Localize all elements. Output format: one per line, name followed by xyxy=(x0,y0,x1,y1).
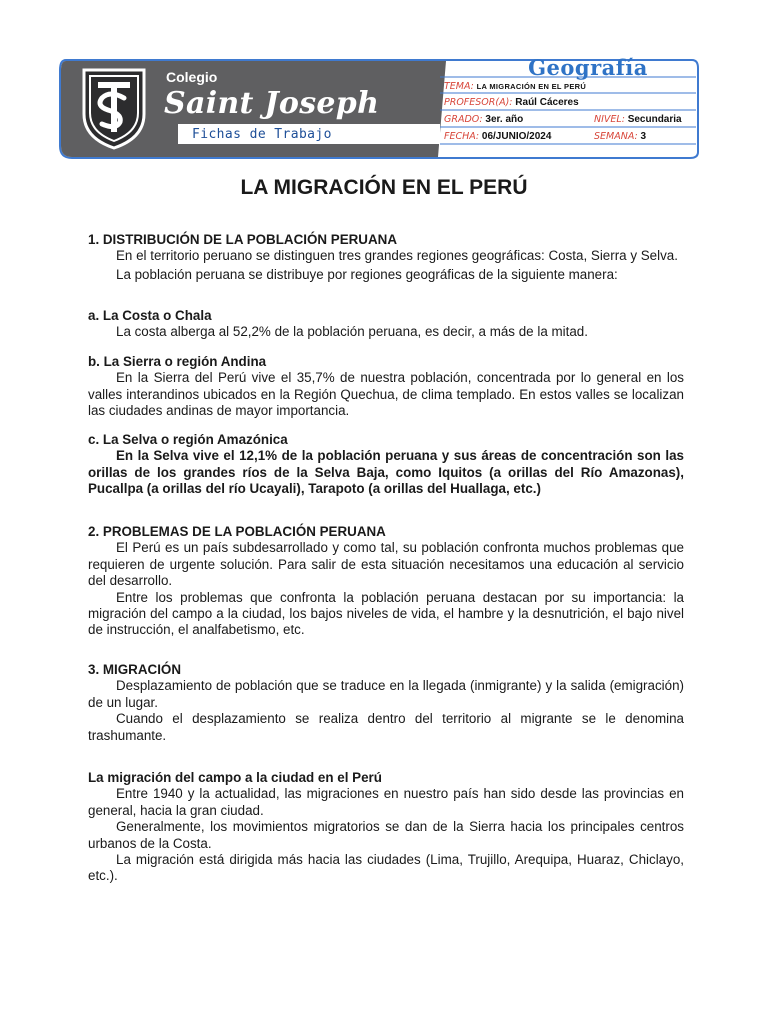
paragraph: El Perú es un país subdesarrollado y como tal, su población confronta muchos problemas que requieren de urgente solución. Para salir de esta situación necesitamos una educación al servicio del desarrollo. xyxy=(88,540,684,589)
section-heading: 2. PROBLEMAS DE LA POBLACIÓN PERUANA xyxy=(88,524,386,539)
tema-label: TEMA: xyxy=(444,81,474,92)
paragraph: La costa alberga al 52,2% de la población peruana, es decir, a más de la mitad. xyxy=(116,324,588,340)
grado-row xyxy=(444,114,523,125)
subsection-selva xyxy=(88,432,684,498)
tema-value: LA MIGRACIÓN EN EL PERÚ xyxy=(476,82,587,91)
fecha-label: FECHA: xyxy=(444,131,480,142)
section-heading: La migración del campo a la ciudad en el Perú xyxy=(88,770,382,785)
subsection-heading: c. La Selva o región Amazónica xyxy=(88,432,288,447)
subsection-costa xyxy=(88,308,684,341)
nivel-row xyxy=(594,114,682,125)
fecha-value: 06/JUNIO/2024 xyxy=(481,131,552,142)
school-label: Colegio xyxy=(166,69,218,85)
tema-row xyxy=(444,81,586,92)
section-distribucion xyxy=(88,232,684,283)
profesor-label: PROFESOR(A): xyxy=(444,97,513,108)
paragraph: En la Selva vive el 12,1% de la población peruana y sus áreas de concentración son las orillas de los grandes ríos de la Selva Baja, como Iquitos (a orillas del Río Amazonas), Pucallpa (a orillas del río Ucayali), Tarapoto (a orillas del Huallaga, etc.) xyxy=(88,448,684,497)
grado-value: 3er. año xyxy=(485,114,524,125)
semana-row xyxy=(594,131,646,142)
paragraph: La población peruana se distribuye por regiones geográficas de la siguiente manera: xyxy=(116,266,618,282)
section-heading: 1. DISTRIBUCIÓN DE LA POBLACIÓN PERUANA xyxy=(88,232,397,247)
section-heading: 3. MIGRACIÓN xyxy=(88,662,181,677)
school-name: Saint Joseph xyxy=(164,86,380,121)
fecha-row xyxy=(444,131,551,142)
subsection-heading: a. La Costa o Chala xyxy=(88,308,212,323)
paragraph: La migración está dirigida más hacia las ciudades (Lima, Trujillo, Arequipa, Huaraz, Chiclayo, etc.). xyxy=(88,852,684,884)
grado-label: GRADO: xyxy=(444,114,483,125)
section-migracion xyxy=(88,662,684,744)
paragraph: Cuando el desplazamiento se realiza dentro del territorio al migrante se le denomina trashumante. xyxy=(88,711,684,743)
school-crest-icon xyxy=(80,64,148,150)
page-title: LA MIGRACIÓN EN EL PERÚ xyxy=(240,176,528,199)
semana-value: 3 xyxy=(640,131,647,142)
paragraph: Generalmente, los movimientos migratorios se dan de la Sierra hacia los principales centros urbanos de la Costa. xyxy=(88,819,684,851)
section-migracion-campo-ciudad xyxy=(88,770,684,885)
profesor-value: Raúl Cáceres xyxy=(515,97,579,108)
nivel-label: NIVEL: xyxy=(594,114,625,125)
header-banner xyxy=(58,56,700,160)
subtitle: Fichas de Trabajo xyxy=(192,127,332,142)
section-problemas xyxy=(88,524,684,639)
profesor-row xyxy=(444,97,579,108)
subsection-sierra xyxy=(88,354,684,420)
paragraph: En el territorio peruano se distinguen tres grandes regiones geográficas: Costa, Sierra y Selva. xyxy=(116,248,678,264)
paragraph: Entre los problemas que confronta la población peruana destacan por su importancia: la migración del campo a la ciudad, los bajos niveles de vida, el hambre y la desnutrición, el bajo nivel de instrucción, el analfabetismo, etc. xyxy=(88,589,684,638)
paragraph: En la Sierra del Perú vive el 35,7% de nuestra población, concentrada por lo general en los valles interandinos ubicados en la Región Quechua, de clima templado. En estos valles se localizan las ciudades andinas de mayor importancia. xyxy=(88,370,684,419)
paragraph: Entre 1940 y la actualidad, las migraciones en nuestro país han sido desde las provincias en general, hacia la gran ciudad. xyxy=(88,786,684,818)
subsection-heading: b. La Sierra o región Andina xyxy=(88,354,267,369)
nivel-value: Secundaria xyxy=(627,114,682,125)
subject-title: Geografía xyxy=(528,55,648,80)
paragraph: Desplazamiento de población que se traduce en la llegada (inmigrante) y la salida (emigración) de un lugar. xyxy=(88,678,684,710)
semana-label: SEMANA: xyxy=(594,131,638,142)
